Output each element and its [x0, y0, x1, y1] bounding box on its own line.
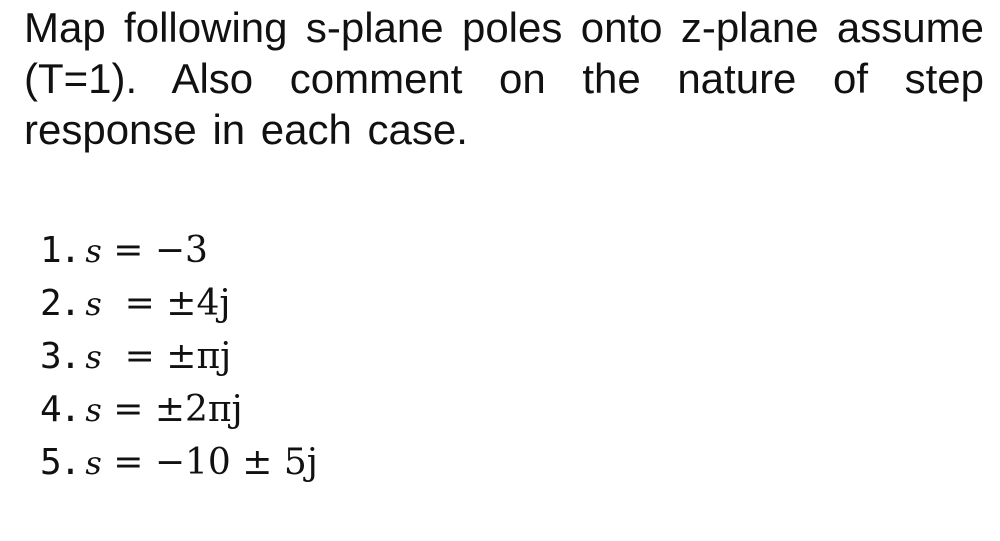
- pole-value: = ±πj: [101, 336, 232, 377]
- pole-variable: s: [85, 338, 102, 376]
- pole-variable: s: [85, 232, 102, 270]
- pole-item-1: [40, 224, 318, 277]
- pole-item-4: [40, 383, 318, 436]
- pole-item-2: [40, 277, 318, 330]
- pole-expression: [85, 442, 318, 483]
- pole-expression: [85, 389, 242, 430]
- pole-number: 3.: [40, 336, 80, 377]
- pole-value: = ±2πj: [101, 389, 243, 430]
- pole-expression: [85, 230, 208, 271]
- pole-variable: s: [85, 285, 102, 323]
- pole-number: 1.: [40, 230, 80, 271]
- pole-item-5: [40, 436, 318, 489]
- pole-number: 5.: [40, 442, 80, 483]
- pole-value: = −10 ± 5j: [101, 442, 318, 483]
- pole-number: 4.: [40, 389, 80, 430]
- pole-number: 2.: [40, 283, 80, 324]
- pole-variable: s: [85, 444, 102, 482]
- question-text: Map following s-plane poles onto z-plane assume (T=1). Also comment on the nature of step response in each case.: [24, 4, 984, 153]
- pole-item-3: [40, 330, 318, 383]
- pole-expression: [85, 283, 230, 324]
- pole-value: = −3: [101, 230, 208, 271]
- pole-list: [40, 224, 318, 489]
- pole-expression: [85, 336, 231, 377]
- pole-value: = ±4j: [101, 283, 231, 324]
- pole-variable: s: [85, 391, 102, 429]
